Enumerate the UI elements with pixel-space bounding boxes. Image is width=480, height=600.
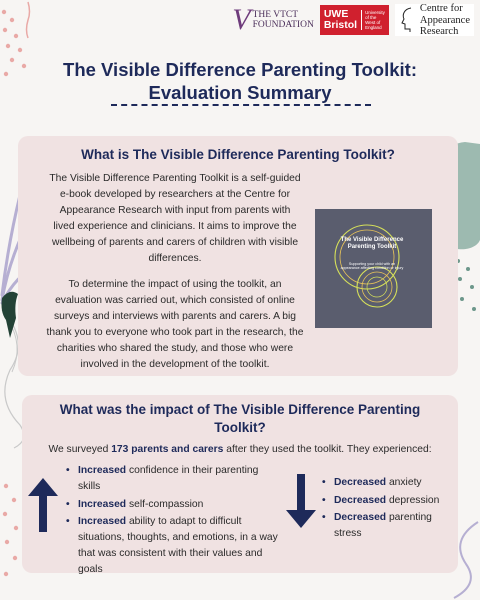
uwe-sub-line4: England (365, 25, 382, 31)
survey-intro-post: after they used the toolkit. They experienced: (223, 444, 432, 455)
car-logo-line1: Centre for (419, 3, 463, 15)
page-title (0, 58, 480, 104)
list-item (66, 497, 278, 513)
vtct-logo-line2: FOUNDATION (252, 20, 314, 30)
list-item (66, 463, 278, 495)
section1-paragraph-1: The Visible Difference Parenting Toolkit is a self-guided e-book developed by researchers at the Centre for Appearance Research with input from parents with lived experience and clinicians. It aims to improve the wellbeing of parents and carers of children with visible differences. (49, 173, 301, 264)
section2-heading-line1: What was the impact of The Visible Difference Parenting (59, 402, 421, 417)
page-title-line1: The Visible Difference Parenting Toolkit: (63, 59, 417, 80)
outcome-label: Increased (78, 498, 127, 510)
outcome-label: Increased (78, 516, 127, 527)
uwe-logo-line2: Bristol (323, 19, 358, 31)
outcome-text: parenting stress (334, 512, 432, 539)
survey-count: 173 parents and carers (111, 444, 224, 455)
outcome-text: confidence in their parenting skills (78, 465, 259, 492)
list-item (322, 475, 452, 491)
section2-heading-line2: Toolkit? (214, 420, 266, 435)
profile-outline-icon (399, 7, 417, 33)
decreased-outcomes-list (322, 475, 452, 544)
outcome-text: ability to adapt to difficult situations, thoughts, and emotions, in a way that was consistent with their values and goals (78, 516, 278, 575)
outcome-label: Decreased (334, 477, 387, 488)
uwe-bristol-logo (320, 5, 389, 35)
outcome-text: depression (386, 494, 440, 506)
pink-dots-bottom-left-decoration (0, 480, 24, 590)
page-title-line2: Evaluation Summary (148, 82, 332, 103)
arrow-up-icon (26, 476, 60, 534)
section1-paragraph-2: To determine the impact of using the toolkit, an evaluation was carried out, which consisted of online surveys and interviews with parents and carers. A big thank you to everyone who took part in the research, the charities who shared the study, and those who were involved in the development of the toolkit. (46, 279, 304, 370)
uwe-logo-line1: UWE (323, 7, 349, 20)
list-item (66, 514, 278, 578)
outcome-label: Increased (78, 465, 127, 476)
survey-intro (22, 444, 458, 455)
uwe-sub-line1: University (365, 9, 385, 15)
toolkit-cover-image (315, 209, 432, 328)
outcome-label: Decreased (334, 512, 387, 523)
cover-title: The Visible Difference Parenting Toolkit (340, 237, 404, 250)
cover-subtitle: Supporting your child with an appearance affecting condition or injury (340, 262, 404, 271)
car-logo-line2: Appearance (419, 14, 470, 26)
title-dashed-divider (111, 104, 371, 106)
survey-intro-pre: We surveyed (48, 444, 112, 455)
increased-outcomes-list (66, 463, 278, 580)
section1-heading: What is The Visible Difference Parenting Toolkit? (81, 147, 395, 162)
outcome-text: anxiety (386, 477, 422, 488)
arrow-down-icon (284, 472, 318, 530)
uwe-sub-line2: of the (365, 14, 377, 20)
vtct-foundation-logo (232, 5, 314, 35)
outcome-text: self-compassion (126, 498, 204, 510)
centre-for-appearance-research-logo (395, 4, 474, 36)
vtct-logo-mark: V (232, 3, 251, 36)
list-item (322, 510, 452, 542)
vtct-logo-line1: THE VTCT (252, 9, 299, 20)
list-item (322, 493, 452, 509)
section2-heading (22, 401, 458, 437)
partner-logos (232, 2, 474, 38)
uwe-sub-line3: West of (365, 20, 381, 25)
car-logo-line3: Research (419, 25, 459, 37)
outcome-label: Decreased (334, 494, 387, 506)
